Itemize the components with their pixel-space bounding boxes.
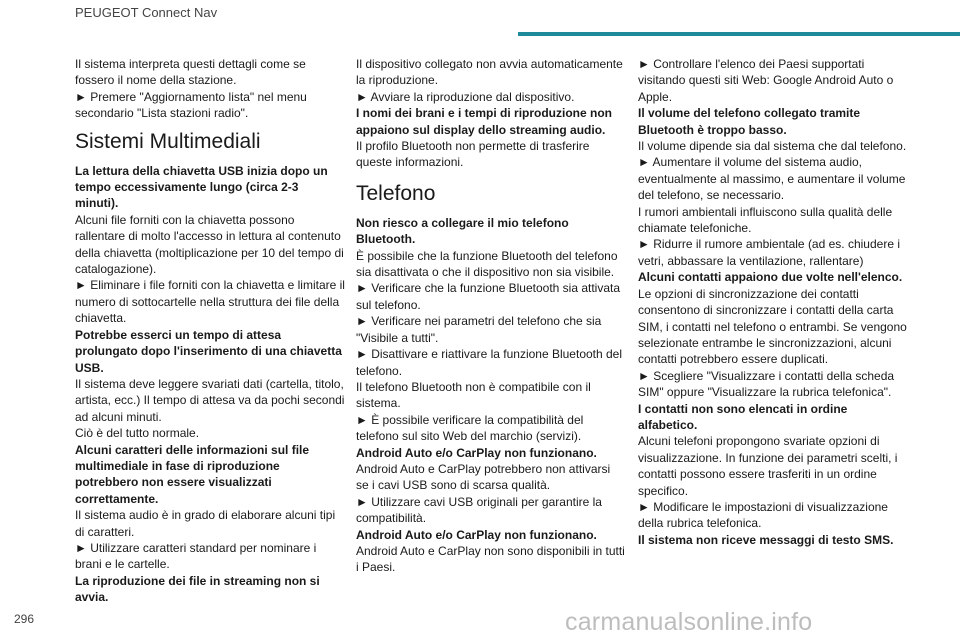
instruction-step: ► Avviare la riproduzione dal dispositivo. <box>356 89 575 104</box>
question-heading: Il sistema non riceve messaggi di testo SMS. <box>638 532 894 547</box>
header-accent-bar <box>518 32 960 36</box>
instruction-step: ► Aumentare il volume del sistema audio, eventualmente al massimo, e aumentare il volume del telefono, se necessario. <box>638 155 906 203</box>
instruction-step: ► Utilizzare cavi USB originali per garantire la compatibilità. <box>356 494 602 526</box>
section-heading: Telefono <box>356 181 436 205</box>
question-heading: La lettura della chiavetta USB inizia dopo un tempo eccessivamente lungo (circa 2-3 minuti). <box>75 163 328 211</box>
question-heading: Il volume del telefono collegato tramite Bluetooth è troppo basso. <box>638 106 861 137</box>
instruction-step: ► Controllare l'elenco dei Paesi supportati visitando questi siti Web: Google Android Auto o Apple. <box>638 57 894 104</box>
paragraph: Android Auto e CarPlay potrebbero non attivarsi se i cavi USB sono di scarsa qualità. <box>356 461 611 493</box>
watermark-text: carmanualsonline.info <box>565 608 813 636</box>
section-heading: Sistemi Multimediali <box>75 129 261 153</box>
question-heading: Alcuni caratteri delle informazioni sul file multimediale in fase di riproduzione potrebbero non essere visualizzati correttamente. <box>75 442 310 506</box>
text-column-2 <box>356 56 626 576</box>
instruction-step: ► Verificare nei parametri del telefono che sia "Visibile a tutti". <box>356 314 602 345</box>
instruction-step: ► Utilizzare caratteri standard per nominare i brani e le cartelle. <box>75 540 317 572</box>
paragraph: Ciò è del tutto normale. <box>75 426 200 441</box>
paragraph: È possibile che la funzione Bluetooth del telefono sia disattivata o che il dispositivo non sia visibile. <box>356 248 618 280</box>
question-heading: I nomi dei brani e i tempi di riproduzione non appaiono sul display dello streaming audio. <box>356 106 613 137</box>
paragraph: Alcuni file forniti con la chiavetta possono rallentare di molto l'accesso in lettura al contenuto della chiavetta (moltiplicazione per 10 del tempo di catalogazione). <box>75 212 344 277</box>
instruction-step: ► Eliminare i file forniti con la chiavetta e limitare il numero di sottocartelle nella struttura dei file della chiavetta. <box>75 278 345 326</box>
paragraph: Android Auto e CarPlay non sono disponibili in tutti i Paesi. <box>356 543 625 575</box>
paragraph: Il dispositivo collegato non avvia automaticamente la riproduzione. <box>356 57 623 88</box>
question-heading: La riproduzione dei file in streaming non si avvia. <box>75 573 320 605</box>
paragraph: Le opzioni di sincronizzazione dei contatti consentono di sincronizzare i contatti della carta SIM, i contatti nel telefono o entrambi. Se vengono selezionate entrambe le sincronizzazioni, alcuni contatti potrebbero essere duplicati. <box>638 286 907 367</box>
instruction-step: ► Modificare le impostazioni di visualizzazione della rubrica telefonica. <box>638 499 888 531</box>
paragraph: Il sistema audio è in grado di elaborare alcuni tipi di caratteri. <box>75 508 336 539</box>
question-heading: I contatti non sono elencati in ordine alfabetico. <box>638 401 848 432</box>
paragraph: Il volume dipende sia dal sistema che dal telefono. <box>638 139 907 154</box>
question-heading: Non riesco a collegare il mio telefono Bluetooth. <box>356 215 569 247</box>
page-header-title: PEUGEOT Connect Nav <box>75 5 218 20</box>
instruction-step: ► Verificare che la funzione Bluetooth sia attivata sul telefono. <box>356 281 621 312</box>
instruction-step: ► È possibile verificare la compatibilità del telefono sul sito Web del marchio (servizi). <box>356 412 584 444</box>
paragraph: Il sistema interpreta questi dettagli come se fossero il nome della stazione. <box>75 57 306 88</box>
page-number: 296 <box>14 612 35 626</box>
paragraph: Il telefono Bluetooth non è compatibile con il sistema. <box>356 379 591 411</box>
text-column-1 <box>75 56 345 606</box>
instruction-step: ► Ridurre il rumore ambientale (ad es. chiudere i vetri, abbassare la ventilazione, rallentare) <box>638 237 900 268</box>
question-heading: Potrebbe esserci un tempo di attesa prolungato dopo l'inserimento di una chiavetta USB. <box>75 327 342 375</box>
paragraph: Il sistema deve leggere svariati dati (cartella, titolo, artista, ecc.) Il tempo di attesa va da pochi secondi ad alcuni minuti. <box>75 376 345 424</box>
question-heading: Android Auto e/o CarPlay non funzionano. <box>356 527 597 542</box>
instruction-step: ► Premere "Aggiornamento lista" nel menu secondario "Lista stazioni radio". <box>75 89 307 121</box>
paragraph: Il profilo Bluetooth non permette di trasferire queste informazioni. <box>356 139 590 170</box>
paragraph: Alcuni telefoni propongono svariate opzioni di visualizzazione. In funzione dei parametri scelti, i contatti possono essere trasferiti in un ordine specifico. <box>638 434 898 498</box>
text-column-3 <box>638 56 908 548</box>
instruction-step: ► Scegliere "Visualizzare i contatti della scheda SIM" oppure "Visualizzare la rubrica telefonica". <box>638 368 895 400</box>
question-heading: Alcuni contatti appaiono due volte nell'elenco. <box>638 270 903 285</box>
question-heading: Android Auto e/o CarPlay non funzionano. <box>356 445 597 460</box>
instruction-step: ► Disattivare e riattivare la funzione Bluetooth del telefono. <box>356 347 623 378</box>
paragraph: I rumori ambientali influiscono sulla qualità delle chiamate telefoniche. <box>638 204 893 236</box>
